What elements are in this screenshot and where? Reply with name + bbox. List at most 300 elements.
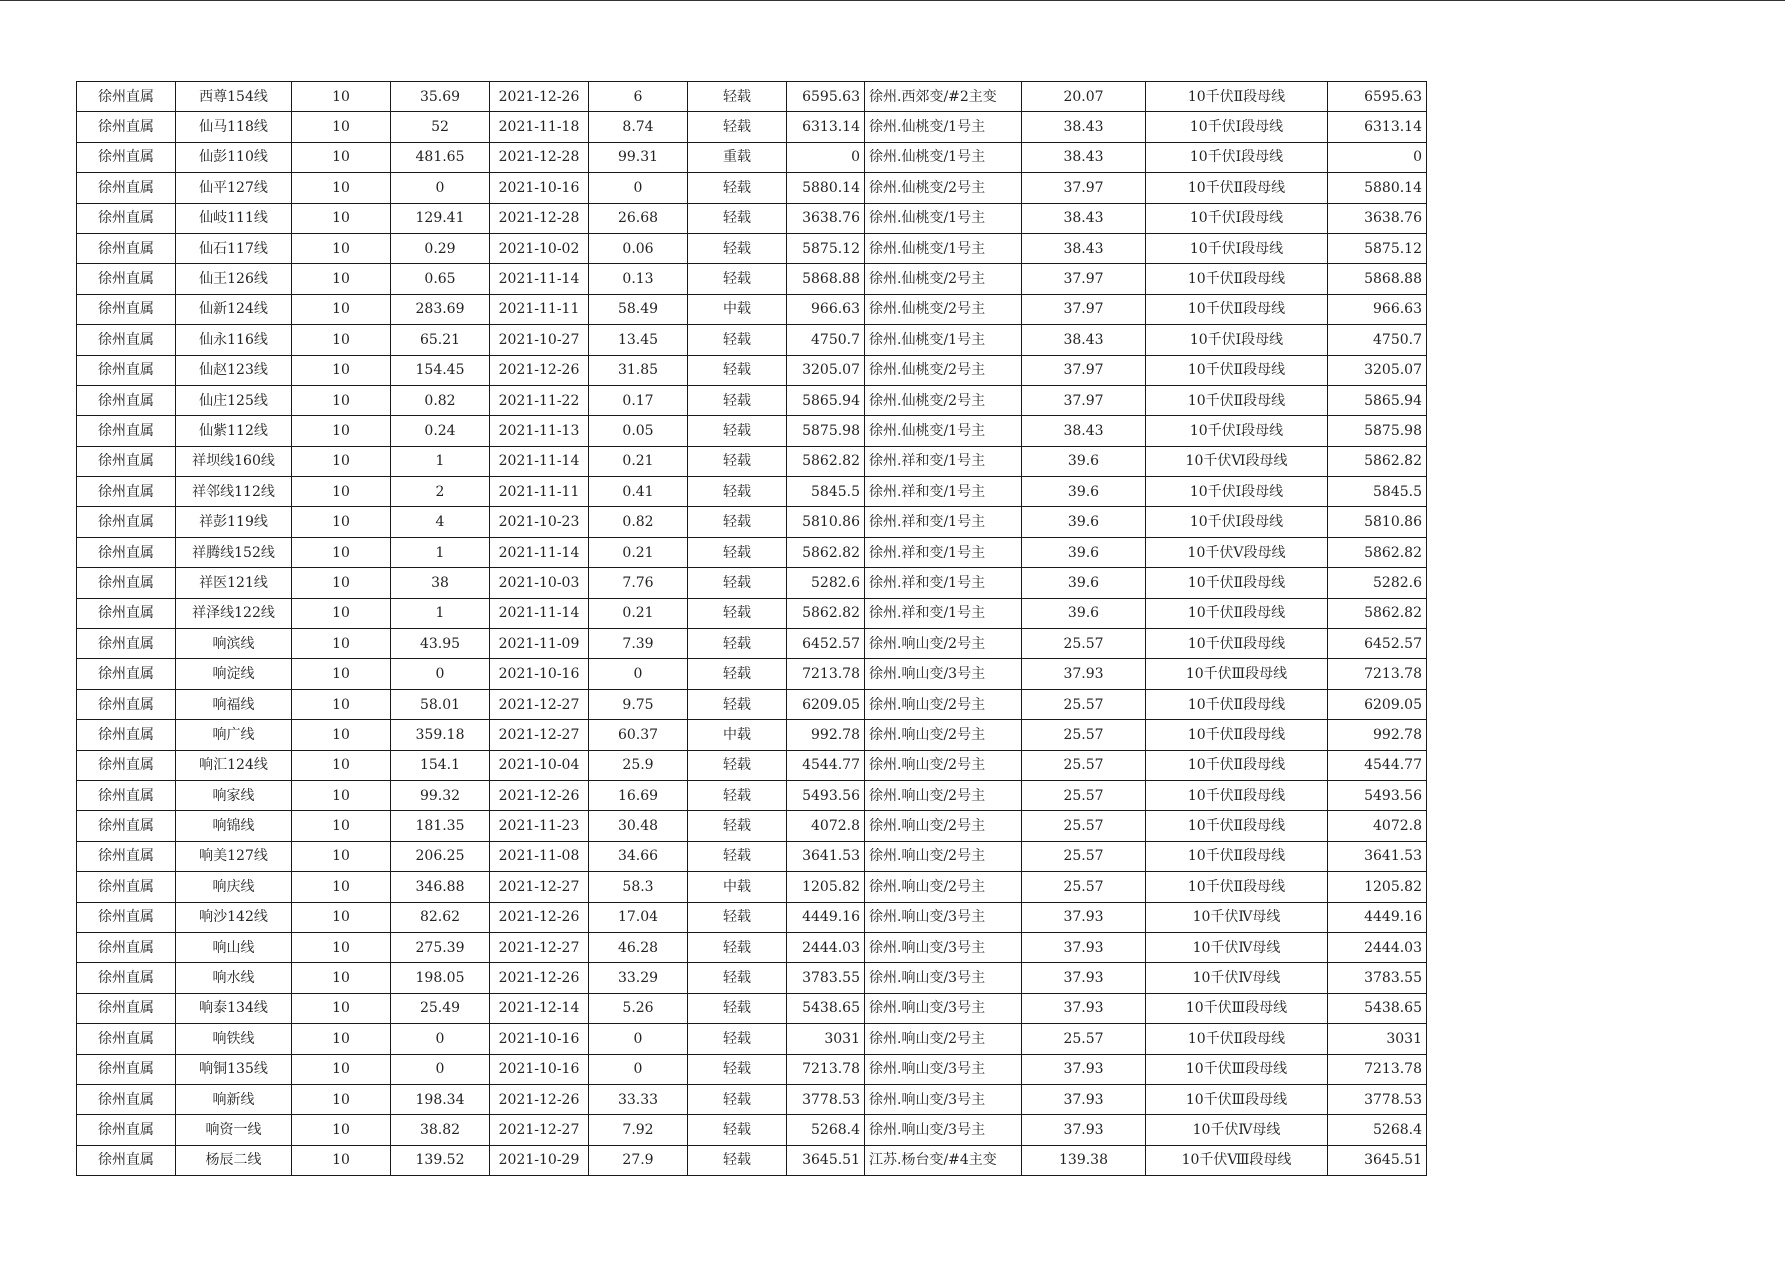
cell-date: 2021-12-26 <box>490 902 589 932</box>
cell-load-level: 轻载 <box>688 416 787 446</box>
cell-load-level: 轻载 <box>688 537 787 567</box>
cell-date: 2021-10-16 <box>490 173 589 203</box>
cell-max-load: 1205.82 <box>1328 872 1427 902</box>
table-row <box>77 993 1427 1023</box>
cell-voltage: 10 <box>292 1145 391 1175</box>
cell-current: 38.82 <box>391 1115 490 1145</box>
cell-unit: 徐州直属 <box>77 507 176 537</box>
cell-line-name: 祥泽线122线 <box>176 598 292 628</box>
cell-date: 2021-11-14 <box>490 598 589 628</box>
table-row <box>77 932 1427 962</box>
cell-voltage: 10 <box>292 142 391 172</box>
cell-voltage: 10 <box>292 1084 391 1114</box>
cell-transformer-rate: 37.93 <box>1022 963 1146 993</box>
cell-line-name: 响资一线 <box>176 1115 292 1145</box>
cell-current: 154.1 <box>391 750 490 780</box>
table-row <box>77 325 1427 355</box>
cell-bus: 10千伏Ⅱ段母线 <box>1146 872 1328 902</box>
cell-transformer-rate: 37.97 <box>1022 385 1146 415</box>
cell-substation: 徐州.祥和变/1号主 <box>865 446 1022 476</box>
cell-substation: 徐州.响山变/3号主 <box>865 1084 1022 1114</box>
cell-unit: 徐州直属 <box>77 264 176 294</box>
cell-unit: 徐州直属 <box>77 233 176 263</box>
cell-substation: 徐州.仙桃变/1号主 <box>865 203 1022 233</box>
cell-unit: 徐州直属 <box>77 1145 176 1175</box>
cell-current: 82.62 <box>391 902 490 932</box>
cell-transformer-rate: 25.57 <box>1022 629 1146 659</box>
cell-substation: 徐州.响山变/3号主 <box>865 1054 1022 1084</box>
cell-line-name: 仙石117线 <box>176 233 292 263</box>
cell-substation: 徐州.响山变/2号主 <box>865 689 1022 719</box>
cell-load-rate: 8.74 <box>589 112 688 142</box>
cell-unit: 徐州直属 <box>77 659 176 689</box>
table-row <box>77 1145 1427 1175</box>
table-row <box>77 294 1427 324</box>
cell-available-load: 3205.07 <box>787 355 865 385</box>
cell-bus: 10千伏Ⅱ段母线 <box>1146 1024 1328 1054</box>
cell-load-level: 轻载 <box>688 1054 787 1084</box>
cell-transformer-rate: 25.57 <box>1022 1024 1146 1054</box>
cell-load-level: 轻载 <box>688 750 787 780</box>
cell-voltage: 10 <box>292 841 391 871</box>
cell-substation: 徐州.祥和变/1号主 <box>865 477 1022 507</box>
cell-max-load: 4750.7 <box>1328 325 1427 355</box>
table-row <box>77 507 1427 537</box>
cell-date: 2021-12-28 <box>490 142 589 172</box>
cell-bus: 10千伏Ⅰ段母线 <box>1146 416 1328 446</box>
table-row <box>77 659 1427 689</box>
cell-load-rate: 46.28 <box>589 932 688 962</box>
cell-load-rate: 5.26 <box>589 993 688 1023</box>
cell-current: 481.65 <box>391 142 490 172</box>
cell-load-rate: 0 <box>589 659 688 689</box>
cell-voltage: 10 <box>292 1024 391 1054</box>
table-row <box>77 629 1427 659</box>
cell-current: 198.34 <box>391 1084 490 1114</box>
cell-voltage: 10 <box>292 1115 391 1145</box>
cell-voltage: 10 <box>292 294 391 324</box>
cell-max-load: 0 <box>1328 142 1427 172</box>
cell-current: 25.49 <box>391 993 490 1023</box>
cell-voltage: 10 <box>292 507 391 537</box>
cell-available-load: 6595.63 <box>787 82 865 112</box>
cell-voltage: 10 <box>292 385 391 415</box>
cell-transformer-rate: 38.43 <box>1022 233 1146 263</box>
cell-current: 65.21 <box>391 325 490 355</box>
cell-current: 0 <box>391 1024 490 1054</box>
cell-voltage: 10 <box>292 629 391 659</box>
cell-bus: 10千伏Ⅱ段母线 <box>1146 720 1328 750</box>
cell-load-rate: 0.13 <box>589 264 688 294</box>
cell-line-name: 西尊154线 <box>176 82 292 112</box>
table-row <box>77 689 1427 719</box>
cell-voltage: 10 <box>292 902 391 932</box>
cell-substation: 徐州.祥和变/1号主 <box>865 598 1022 628</box>
cell-transformer-rate: 38.43 <box>1022 142 1146 172</box>
cell-load-level: 轻载 <box>688 841 787 871</box>
cell-load-rate: 25.9 <box>589 750 688 780</box>
cell-load-rate: 13.45 <box>589 325 688 355</box>
cell-transformer-rate: 37.93 <box>1022 1115 1146 1145</box>
cell-unit: 徐州直属 <box>77 477 176 507</box>
cell-max-load: 3645.51 <box>1328 1145 1427 1175</box>
cell-line-name: 响广线 <box>176 720 292 750</box>
cell-bus: 10千伏Ⅱ段母线 <box>1146 689 1328 719</box>
cell-substation: 徐州.响山变/2号主 <box>865 629 1022 659</box>
table-row <box>77 811 1427 841</box>
cell-line-name: 祥医121线 <box>176 568 292 598</box>
cell-voltage: 10 <box>292 689 391 719</box>
cell-transformer-rate: 25.57 <box>1022 780 1146 810</box>
cell-max-load: 966.63 <box>1328 294 1427 324</box>
table-row <box>77 780 1427 810</box>
cell-unit: 徐州直属 <box>77 902 176 932</box>
cell-voltage: 10 <box>292 659 391 689</box>
cell-unit: 徐州直属 <box>77 203 176 233</box>
cell-bus: 10千伏Ⅱ段母线 <box>1146 629 1328 659</box>
cell-line-name: 仙永116线 <box>176 325 292 355</box>
cell-unit: 徐州直属 <box>77 173 176 203</box>
cell-transformer-rate: 25.57 <box>1022 750 1146 780</box>
table-row <box>77 598 1427 628</box>
cell-line-name: 响泰134线 <box>176 993 292 1023</box>
cell-unit: 徐州直属 <box>77 1084 176 1114</box>
cell-transformer-rate: 39.6 <box>1022 598 1146 628</box>
cell-transformer-rate: 25.57 <box>1022 720 1146 750</box>
cell-transformer-rate: 37.93 <box>1022 1084 1146 1114</box>
cell-substation: 徐州.响山变/3号主 <box>865 659 1022 689</box>
cell-voltage: 10 <box>292 1054 391 1084</box>
cell-transformer-rate: 37.97 <box>1022 294 1146 324</box>
cell-load-level: 轻载 <box>688 598 787 628</box>
cell-date: 2021-10-16 <box>490 659 589 689</box>
cell-voltage: 10 <box>292 963 391 993</box>
cell-substation: 徐州.响山变/2号主 <box>865 750 1022 780</box>
cell-current: 0 <box>391 659 490 689</box>
cell-voltage: 10 <box>292 325 391 355</box>
table-row <box>77 416 1427 446</box>
cell-max-load: 5862.82 <box>1328 537 1427 567</box>
cell-max-load: 6452.57 <box>1328 629 1427 659</box>
cell-load-rate: 0.21 <box>589 537 688 567</box>
cell-substation: 徐州.祥和变/1号主 <box>865 507 1022 537</box>
cell-transformer-rate: 25.57 <box>1022 689 1146 719</box>
cell-max-load: 5845.5 <box>1328 477 1427 507</box>
cell-line-name: 仙新124线 <box>176 294 292 324</box>
cell-current: 154.45 <box>391 355 490 385</box>
cell-substation: 徐州.响山变/3号主 <box>865 902 1022 932</box>
cell-available-load: 6209.05 <box>787 689 865 719</box>
cell-bus: 10千伏Ⅳ母线 <box>1146 932 1328 962</box>
cell-line-name: 响铜135线 <box>176 1054 292 1084</box>
cell-voltage: 10 <box>292 568 391 598</box>
cell-load-rate: 0.82 <box>589 507 688 537</box>
cell-substation: 徐州.仙桃变/1号主 <box>865 325 1022 355</box>
cell-substation: 徐州.仙桃变/2号主 <box>865 385 1022 415</box>
cell-unit: 徐州直属 <box>77 963 176 993</box>
cell-available-load: 4449.16 <box>787 902 865 932</box>
cell-date: 2021-12-26 <box>490 1084 589 1114</box>
cell-date: 2021-12-27 <box>490 932 589 962</box>
cell-max-load: 5875.98 <box>1328 416 1427 446</box>
cell-max-load: 6209.05 <box>1328 689 1427 719</box>
cell-voltage: 10 <box>292 872 391 902</box>
cell-load-rate: 0.17 <box>589 385 688 415</box>
cell-max-load: 5810.86 <box>1328 507 1427 537</box>
cell-load-rate: 58.49 <box>589 294 688 324</box>
cell-line-name: 响家线 <box>176 780 292 810</box>
cell-line-name: 仙赵123线 <box>176 355 292 385</box>
cell-bus: 10千伏Ⅳ母线 <box>1146 1115 1328 1145</box>
cell-date: 2021-12-26 <box>490 355 589 385</box>
cell-current: 52 <box>391 112 490 142</box>
cell-date: 2021-10-27 <box>490 325 589 355</box>
table-row <box>77 203 1427 233</box>
cell-unit: 徐州直属 <box>77 629 176 659</box>
cell-line-name: 响铁线 <box>176 1024 292 1054</box>
cell-load-level: 轻载 <box>688 568 787 598</box>
feeder-load-table <box>76 81 1427 1176</box>
cell-load-level: 轻载 <box>688 446 787 476</box>
cell-transformer-rate: 37.93 <box>1022 993 1146 1023</box>
cell-load-rate: 17.04 <box>589 902 688 932</box>
cell-unit: 徐州直属 <box>77 720 176 750</box>
cell-voltage: 10 <box>292 811 391 841</box>
cell-available-load: 5862.82 <box>787 446 865 476</box>
cell-substation: 徐州.响山变/2号主 <box>865 811 1022 841</box>
cell-max-load: 4544.77 <box>1328 750 1427 780</box>
cell-substation: 徐州.仙桃变/2号主 <box>865 173 1022 203</box>
cell-available-load: 5810.86 <box>787 507 865 537</box>
cell-date: 2021-12-27 <box>490 872 589 902</box>
cell-load-level: 轻载 <box>688 689 787 719</box>
table-body <box>77 82 1427 1176</box>
cell-date: 2021-11-14 <box>490 537 589 567</box>
cell-unit: 徐州直属 <box>77 1024 176 1054</box>
cell-date: 2021-10-02 <box>490 233 589 263</box>
cell-voltage: 10 <box>292 780 391 810</box>
cell-unit: 徐州直属 <box>77 811 176 841</box>
cell-available-load: 5875.98 <box>787 416 865 446</box>
cell-date: 2021-10-16 <box>490 1054 589 1084</box>
cell-load-level: 轻载 <box>688 1145 787 1175</box>
cell-line-name: 响福线 <box>176 689 292 719</box>
cell-available-load: 1205.82 <box>787 872 865 902</box>
cell-substation: 徐州.响山变/2号主 <box>865 841 1022 871</box>
cell-bus: 10千伏Ⅱ段母线 <box>1146 750 1328 780</box>
cell-date: 2021-12-26 <box>490 780 589 810</box>
cell-line-name: 祥邻线112线 <box>176 477 292 507</box>
cell-load-rate: 34.66 <box>589 841 688 871</box>
cell-load-rate: 0 <box>589 1054 688 1084</box>
cell-load-rate: 7.76 <box>589 568 688 598</box>
cell-line-name: 仙马118线 <box>176 112 292 142</box>
cell-unit: 徐州直属 <box>77 780 176 810</box>
cell-load-rate: 0.05 <box>589 416 688 446</box>
cell-bus: 10千伏Ⅱ段母线 <box>1146 568 1328 598</box>
cell-bus: 10千伏Ⅲ段母线 <box>1146 1084 1328 1114</box>
table-row <box>77 142 1427 172</box>
cell-current: 35.69 <box>391 82 490 112</box>
cell-current: 0 <box>391 1054 490 1084</box>
cell-unit: 徐州直属 <box>77 872 176 902</box>
cell-current: 0 <box>391 173 490 203</box>
cell-load-level: 轻载 <box>688 963 787 993</box>
cell-load-level: 轻载 <box>688 203 787 233</box>
cell-substation: 徐州.仙桃变/1号主 <box>865 112 1022 142</box>
cell-bus: 10千伏Ⅷ段母线 <box>1146 1145 1328 1175</box>
cell-transformer-rate: 39.6 <box>1022 446 1146 476</box>
cell-max-load: 5865.94 <box>1328 385 1427 415</box>
cell-available-load: 3638.76 <box>787 203 865 233</box>
cell-substation: 徐州.仙桃变/2号主 <box>865 294 1022 324</box>
cell-max-load: 5268.4 <box>1328 1115 1427 1145</box>
cell-load-rate: 33.33 <box>589 1084 688 1114</box>
cell-date: 2021-12-27 <box>490 720 589 750</box>
cell-bus: 10千伏Ⅱ段母线 <box>1146 294 1328 324</box>
cell-max-load: 3783.55 <box>1328 963 1427 993</box>
cell-load-rate: 0.06 <box>589 233 688 263</box>
cell-load-rate: 7.39 <box>589 629 688 659</box>
cell-available-load: 4072.8 <box>787 811 865 841</box>
cell-load-level: 轻载 <box>688 325 787 355</box>
cell-bus: 10千伏Ⅲ段母线 <box>1146 993 1328 1023</box>
cell-available-load: 5268.4 <box>787 1115 865 1145</box>
cell-load-rate: 0.41 <box>589 477 688 507</box>
cell-bus: 10千伏Ⅰ段母线 <box>1146 233 1328 263</box>
cell-load-rate: 60.37 <box>589 720 688 750</box>
cell-max-load: 4072.8 <box>1328 811 1427 841</box>
cell-available-load: 5868.88 <box>787 264 865 294</box>
cell-load-rate: 27.9 <box>589 1145 688 1175</box>
cell-date: 2021-11-22 <box>490 385 589 415</box>
cell-substation: 徐州.祥和变/1号主 <box>865 568 1022 598</box>
cell-load-rate: 30.48 <box>589 811 688 841</box>
cell-max-load: 5493.56 <box>1328 780 1427 810</box>
cell-unit: 徐州直属 <box>77 112 176 142</box>
cell-unit: 徐州直属 <box>77 537 176 567</box>
table-row <box>77 355 1427 385</box>
cell-unit: 徐州直属 <box>77 932 176 962</box>
cell-available-load: 5880.14 <box>787 173 865 203</box>
cell-max-load: 2444.03 <box>1328 932 1427 962</box>
table-row <box>77 872 1427 902</box>
cell-load-level: 轻载 <box>688 629 787 659</box>
page-top-rule <box>0 0 1785 1</box>
cell-bus: 10千伏Ⅱ段母线 <box>1146 780 1328 810</box>
table-row <box>77 963 1427 993</box>
cell-current: 139.52 <box>391 1145 490 1175</box>
cell-voltage: 10 <box>292 537 391 567</box>
table-row <box>77 568 1427 598</box>
cell-voltage: 10 <box>292 203 391 233</box>
cell-date: 2021-12-27 <box>490 1115 589 1145</box>
cell-transformer-rate: 37.93 <box>1022 1054 1146 1084</box>
cell-date: 2021-11-11 <box>490 294 589 324</box>
cell-max-load: 5868.88 <box>1328 264 1427 294</box>
cell-unit: 徐州直属 <box>77 1115 176 1145</box>
cell-current: 0.65 <box>391 264 490 294</box>
cell-voltage: 10 <box>292 720 391 750</box>
cell-max-load: 3205.07 <box>1328 355 1427 385</box>
cell-max-load: 5862.82 <box>1328 446 1427 476</box>
table-row <box>77 1115 1427 1145</box>
cell-max-load: 5862.82 <box>1328 598 1427 628</box>
cell-line-name: 响水线 <box>176 963 292 993</box>
cell-load-level: 重载 <box>688 142 787 172</box>
cell-substation: 徐州.响山变/3号主 <box>865 993 1022 1023</box>
cell-bus: 10千伏Ⅰ段母线 <box>1146 142 1328 172</box>
cell-current: 275.39 <box>391 932 490 962</box>
cell-voltage: 10 <box>292 416 391 446</box>
cell-current: 38 <box>391 568 490 598</box>
cell-load-rate: 9.75 <box>589 689 688 719</box>
cell-bus: 10千伏Ⅲ段母线 <box>1146 1054 1328 1084</box>
cell-available-load: 0 <box>787 142 865 172</box>
cell-line-name: 响滨线 <box>176 629 292 659</box>
cell-max-load: 5438.65 <box>1328 993 1427 1023</box>
cell-unit: 徐州直属 <box>77 385 176 415</box>
cell-available-load: 5865.94 <box>787 385 865 415</box>
cell-voltage: 10 <box>292 477 391 507</box>
cell-load-level: 轻载 <box>688 932 787 962</box>
cell-unit: 徐州直属 <box>77 598 176 628</box>
cell-transformer-rate: 37.97 <box>1022 355 1146 385</box>
cell-voltage: 10 <box>292 750 391 780</box>
cell-line-name: 仙岐111线 <box>176 203 292 233</box>
cell-bus: 10千伏Ⅳ母线 <box>1146 902 1328 932</box>
cell-transformer-rate: 38.43 <box>1022 325 1146 355</box>
cell-load-rate: 31.85 <box>589 355 688 385</box>
cell-max-load: 7213.78 <box>1328 1054 1427 1084</box>
cell-substation: 徐州.仙桃变/2号主 <box>865 264 1022 294</box>
cell-substation: 徐州.响山变/3号主 <box>865 963 1022 993</box>
cell-substation: 徐州.祥和变/1号主 <box>865 537 1022 567</box>
cell-voltage: 10 <box>292 598 391 628</box>
cell-bus: 10千伏Ⅰ段母线 <box>1146 112 1328 142</box>
cell-unit: 徐州直属 <box>77 689 176 719</box>
cell-bus: 10千伏Ⅱ段母线 <box>1146 173 1328 203</box>
cell-bus: 10千伏Ⅳ母线 <box>1146 963 1328 993</box>
cell-available-load: 5875.12 <box>787 233 865 263</box>
cell-bus: 10千伏Ⅱ段母线 <box>1146 811 1328 841</box>
cell-available-load: 5845.5 <box>787 477 865 507</box>
cell-substation: 徐州.响山变/2号主 <box>865 872 1022 902</box>
cell-transformer-rate: 39.6 <box>1022 537 1146 567</box>
cell-bus: 10千伏Ⅱ段母线 <box>1146 598 1328 628</box>
cell-max-load: 5282.6 <box>1328 568 1427 598</box>
cell-unit: 徐州直属 <box>77 446 176 476</box>
cell-available-load: 5862.82 <box>787 537 865 567</box>
cell-transformer-rate: 20.07 <box>1022 82 1146 112</box>
cell-load-level: 轻载 <box>688 477 787 507</box>
cell-max-load: 4449.16 <box>1328 902 1427 932</box>
cell-transformer-rate: 39.6 <box>1022 507 1146 537</box>
cell-date: 2021-11-08 <box>490 841 589 871</box>
cell-load-level: 中载 <box>688 294 787 324</box>
cell-load-rate: 0 <box>589 1024 688 1054</box>
cell-available-load: 6452.57 <box>787 629 865 659</box>
cell-current: 58.01 <box>391 689 490 719</box>
cell-available-load: 3783.55 <box>787 963 865 993</box>
cell-available-load: 7213.78 <box>787 659 865 689</box>
cell-substation: 徐州.响山变/3号主 <box>865 1115 1022 1145</box>
cell-max-load: 3031 <box>1328 1024 1427 1054</box>
cell-voltage: 10 <box>292 355 391 385</box>
cell-unit: 徐州直属 <box>77 841 176 871</box>
cell-max-load: 6313.14 <box>1328 112 1427 142</box>
cell-line-name: 响锦线 <box>176 811 292 841</box>
